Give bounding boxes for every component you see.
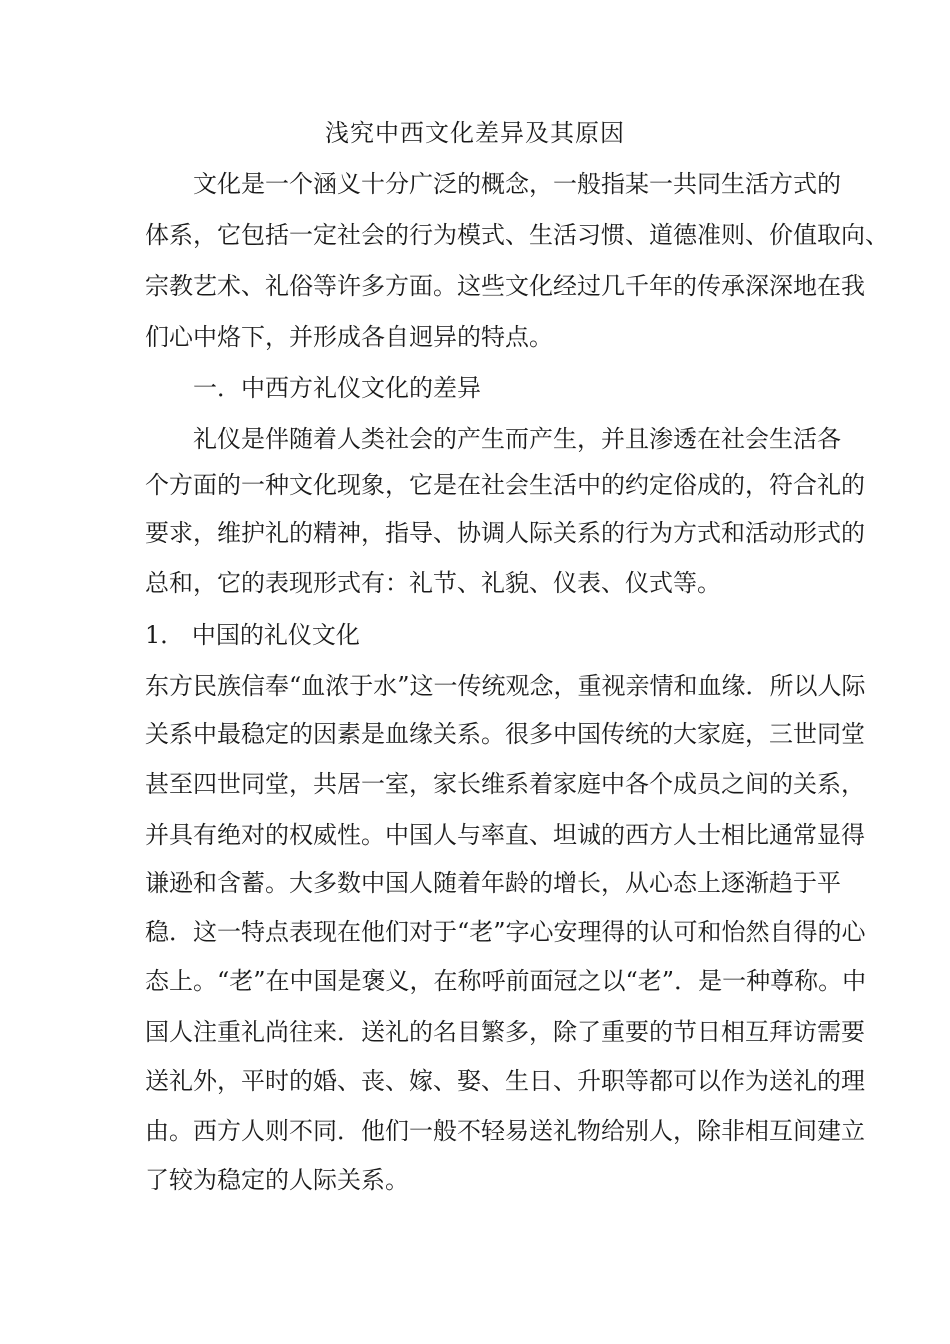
body-line-1: 东方民族信奉“血浓于水”这一传统观念，重视亲情和血缘．所以人际 (145, 672, 866, 700)
intro-line-4: 们心中烙下，并形成各自迥异的特点。 (145, 323, 553, 351)
body-line-8: 国人注重礼尚往来．送礼的名目繁多，除了重要的节日相互拜访需要 (145, 1018, 865, 1046)
section-heading: 一．中西方礼仪文化的差异 (193, 374, 481, 402)
body-line-6: 稳．这一特点表现在他们对于“老”字心安理得的认可和怡然自得的心 (145, 918, 866, 946)
section-line-1: 礼仪是伴随着人类社会的产生而产生，并且渗透在社会生活各 (193, 425, 841, 453)
intro-line-1: 文化是一个涵义十分广泛的概念，一般指某一共同生活方式的 (193, 170, 841, 198)
intro-line-3: 宗教艺术、礼俗等许多方面。这些文化经过几千年的传承深深地在我 (145, 272, 865, 300)
document-title: 浅究中西文化差异及其原因 (325, 119, 625, 147)
body-line-4: 并具有绝对的权威性。中国人与率直、坦诚的西方人士相比通常显得 (145, 821, 865, 849)
body-line-10: 由。西方人则不同．他们一般不轻易送礼物给别人，除非相互间建立 (145, 1117, 865, 1145)
body-line-2: 关系中最稳定的因素是血缘关系。很多中国传统的大家庭，三世同堂 (145, 720, 865, 748)
body-line-7: 态上。“老”在中国是褒义，在称呼前面冠之以“老”．是一种尊称。中 (145, 967, 867, 995)
section-line-3: 要求，维护礼的精神，指导、协调人际关系的行为方式和活动形式的 (145, 519, 865, 547)
body-line-11: 了较为稳定的人际关系。 (145, 1166, 409, 1194)
body-line-3: 甚至四世同堂，共居一室，家长维系着家庭中各个成员之间的关系， (145, 770, 865, 798)
section-line-4: 总和，它的表现形式有：礼节、礼貌、仪表、仪式等。 (145, 569, 721, 597)
intro-line-2: 体系，它包括一定社会的行为模式、生活习惯、道德准则、价值取向、 (145, 221, 889, 249)
body-line-5: 谦逊和含蓄。大多数中国人随着年龄的增长，从心态上逐渐趋于平 (145, 869, 841, 897)
subsection-heading: 1． 中国的礼仪文化 (145, 621, 360, 649)
section-line-2: 个方面的一种文化现象，它是在社会生活中的约定俗成的，符合礼的 (145, 471, 865, 499)
body-line-9: 送礼外，平时的婚、丧、嫁、娶、生日、升职等都可以作为送礼的理 (145, 1067, 865, 1095)
